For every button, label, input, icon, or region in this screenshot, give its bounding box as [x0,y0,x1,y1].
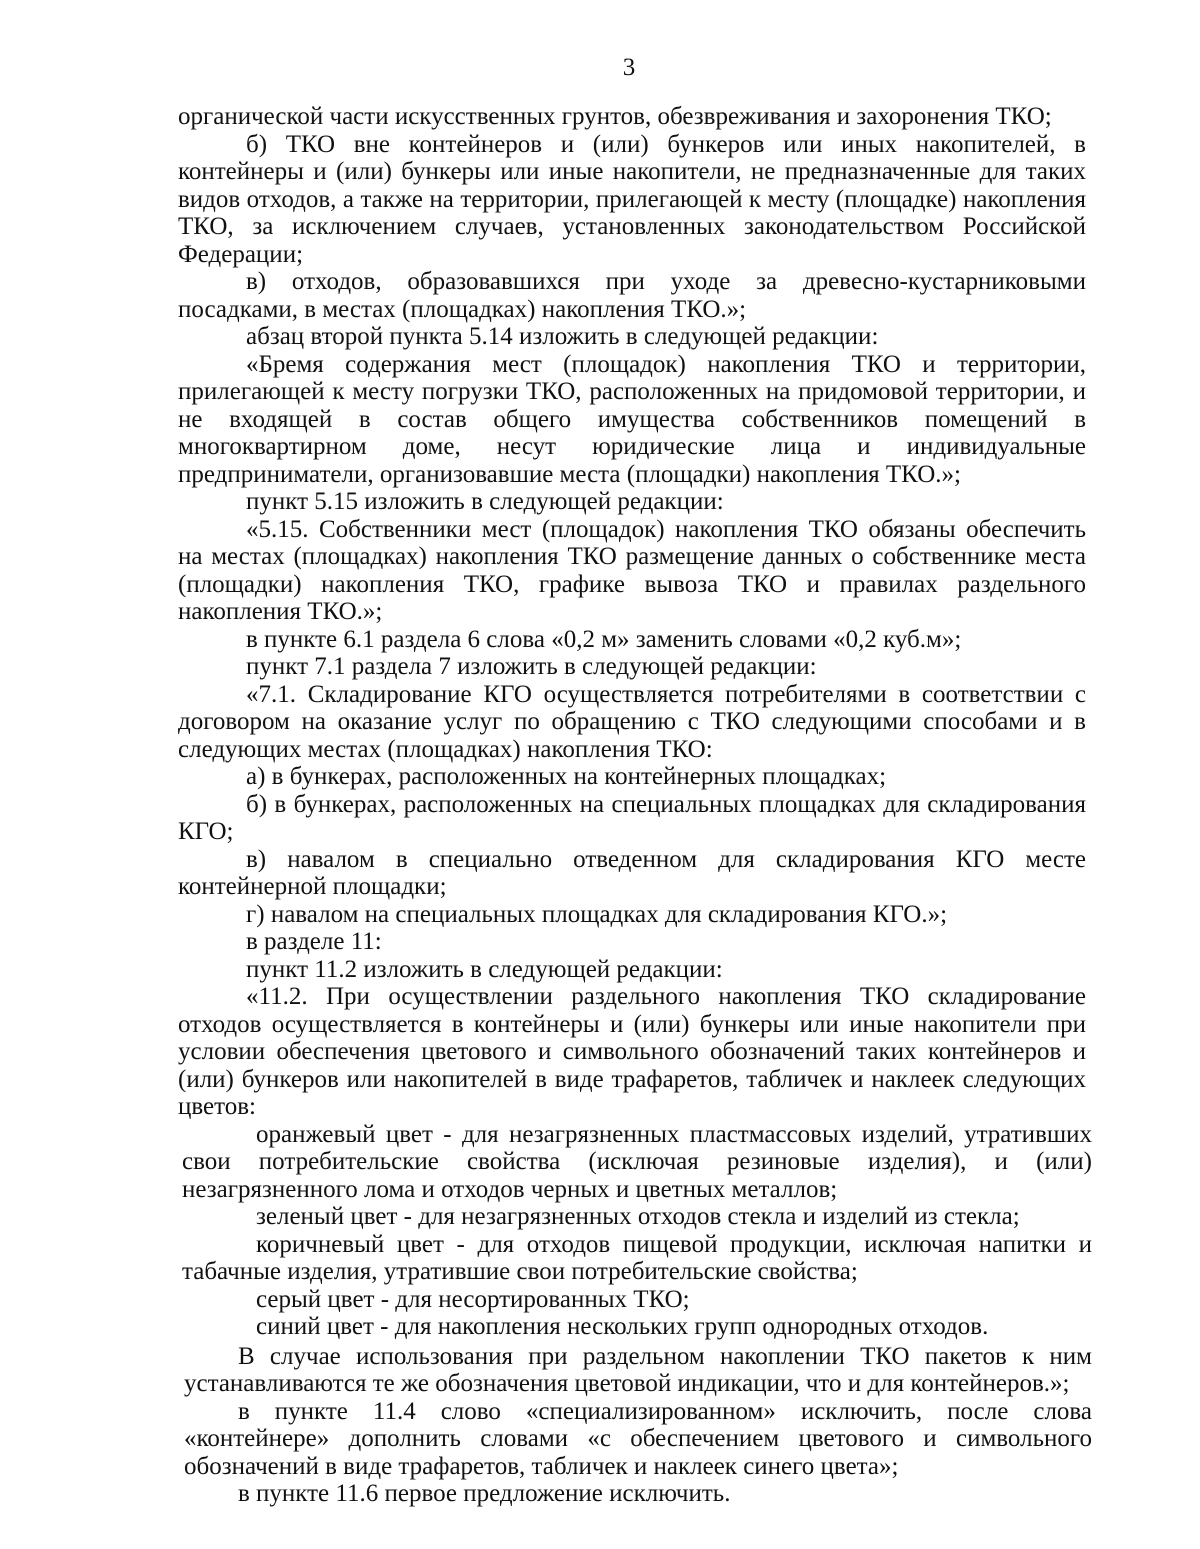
color-item-gray: серый цвет - для несортированных ТКО; [256,1285,690,1313]
paragraph-11-2-text: «11.2. При осуществлении раздельного накопления ТКО складирование отходов осуществляется в контейнеры и (или) бункеры или иные накопители при условии обеспечения цветового и символьного обозначений таких контейнеров и (или) бункеров или накопителей в виде трафаретов, табличек и наклеек следующих цветов: [178,983,1086,1120]
paragraph-7-1-text: «7.1. Складирование КГО осуществляется потребителями в соответствии с договором на оказание услуг по обращению с ТКО следующими способами и в следующих местах (площадках) накопления ТКО: [178,680,1086,763]
paragraph-section-11: в разделе 11: [246,928,382,955]
paragraph-continuation: органической части искусственных грунтов, обезвреживания и захоронения ТКО; [178,103,1052,130]
paragraph-kgo-a: а) в бункерах, расположенных на контейнерных площадках; [246,763,887,790]
paragraph-item-b: б) ТКО вне контейнеров и (или) бункеров или иных накопителей, в контейнеры и (или) бункеры или иные накопители, не предназначенные для таких видов отходов, а также на территории, прилегающей к месту (площадке) накопления ТКО, за исключением случаев, установленных законодательством Российской Федерации; [178,130,1086,268]
color-item-blue: синий цвет - для накопления нескольких групп однородных отходов. [256,1313,989,1340]
paragraph-kgo-v: в) навалом в специально отведенном для складирования КГО месте контейнерной площадки; [178,845,1086,900]
paragraph-amend-11-4: в пункте 11.4 слово «специализированном» исключить, после слова «контейнере» дополнить словами «с обеспечением цветового и символьного обозначений в виде трафаретов, табличек и наклеек синего цвета»; [184,1397,1092,1480]
paragraph-amend-6-1: в пункте 6.1 раздела 6 слова «0,2 м» заменить словами «0,2 куб.м»; [246,625,962,653]
paragraph-kgo-g: г) навалом на специальных площадках для складирования КГО.»; [246,900,948,928]
color-item-brown: коричневый цвет - для отходов пищевой продукции, исключая напитки и табачные изделия, утратившие свои потребительские свойства; [182,1230,1092,1285]
document-body [178,103,1092,1508]
color-item-green: зеленый цвет - для незагрязненных отходов стекла и изделий из стекла; [256,1203,1020,1230]
paragraph-amend-7-1: пункт 7.1 раздела 7 изложить в следующей редакции: [246,653,817,680]
color-item-orange: оранжевый цвет - для незагрязненных пластмассовых изделий, утративших свои потребительские свойства (исключая резиновые изделия), и (или) незагрязненного лома и отходов черных и цветных металлов; [182,1120,1092,1203]
paragraph-5-15-text: «5.15. Собственники мест (площадок) накопления ТКО обязаны обеспечить на местах (площадках) накопления ТКО размещение данных о собственнике места (площадки) накопления ТКО, графике вывоза ТКО и правилах раздельного накопления ТКО.»; [178,515,1086,625]
page-number: 3 [622,54,636,81]
paragraph-amend-11-2: пункт 11.2 изложить в следующей редакции: [246,955,723,983]
paragraph-item-v: в) отходов, образовавшихся при уходе за древесно-кустарниковыми посадками, в местах (площадках) накопления ТКО.»; [178,268,1086,323]
paragraph-amend-5-15: пункт 5.15 изложить в следующей редакции: [246,488,724,515]
paragraph-amend-11-6: в пункте 11.6 первое предложение исключить. [238,1480,731,1507]
paragraph-kgo-b: б) в бункерах, расположенных на специальных площадках для складирования КГО; [178,790,1086,845]
paragraph-packages: В случае использования при раздельном накоплении ТКО пакетов к ним устанавливаются те же обозначения цветовой индикации, что и для контейнеров.»; [184,1342,1092,1397]
paragraph-amend-5-14: абзац второй пункта 5.14 изложить в следующей редакции: [246,323,879,350]
paragraph-5-14-text: «Бремя содержания мест (площадок) накопления ТКО и территории, прилегающей к месту погрузки ТКО, расположенных на придомовой территории, и не входящей в состав общего имущества собственников помещений в многоквартирном доме, несут юридические лица и индивидуальные предприниматели, организовавшие места (площадки) накопления ТКО.»; [178,350,1086,488]
